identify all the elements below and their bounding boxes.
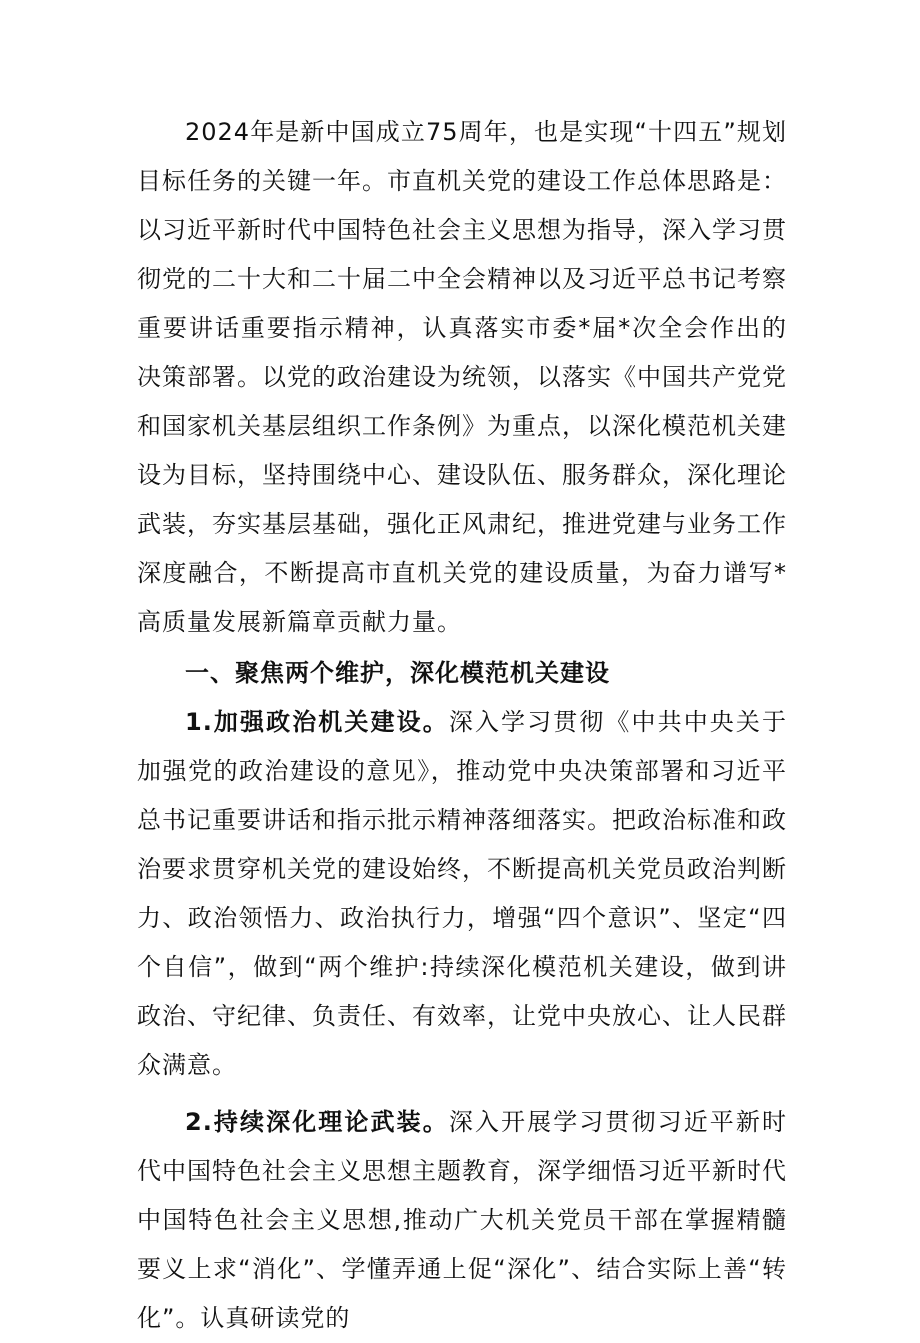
item-2-paragraph <box>137 1098 787 1343</box>
item-2-body: 深入开展学习贯彻习近平新时代中国特色社会主义思想主题教育，深学细悟习近平新时代中国特色社会主义思想,推动广大机关党员干部在掌握精髓要义上求“消化”、学懂弄通上促“深化”、结合实际上善“转化”。认真研读党的 <box>137 1108 787 1332</box>
item-1-body: 深入学习贯彻《中共中央关于加强党的政治建设的意见》，推动党中央决策部署和习近平总书记重要讲话和指示批示精神落细落实。把政治标准和政治要求贯穿机关党的建设始终，不断提高机关党员政治判断力、政治领悟力、政治执行力，增强“四个意识”、坚定“四个自信”，做到“两个维护:持续深化模范机关建设，做到讲政治、守纪律、负责任、有效率，让党中央放心、让人民群众满意。 <box>137 708 787 1079</box>
document-body <box>137 108 787 1343</box>
item-1-paragraph <box>137 698 787 1090</box>
item-1-lead: 1.加强政治机关建设。 <box>185 708 449 736</box>
intro-paragraph: 2024年是新中国成立75周年，也是实现“十四五”规划目标任务的关键一年。市直机关党的建设工作总体思路是：以习近平新时代中国特色社会主义思想为指导，深入学习贯彻党的二十大和二十届二中全会精神以及习近平总书记考察重要讲话重要指示精神，认真落实市委*届*次全会作出的决策部署。以党的政治建设为统领，以落实《中国共产党党和国家机关基层组织工作条例》为重点，以深化模范机关建设为目标，坚持围绕中心、建设队伍、服务群众，深化理论武装，夯实基层基础，强化正风肃纪，推进党建与业务工作深度融合，不断提高市直机关党的建设质量，为奋力谱写*高质量发展新篇章贡献力量。 <box>137 118 787 636</box>
item-2-lead: 2.持续深化理论武装。 <box>185 1108 449 1136</box>
section-heading-1: 一、聚焦两个维护，深化模范机关建设 <box>185 659 610 687</box>
